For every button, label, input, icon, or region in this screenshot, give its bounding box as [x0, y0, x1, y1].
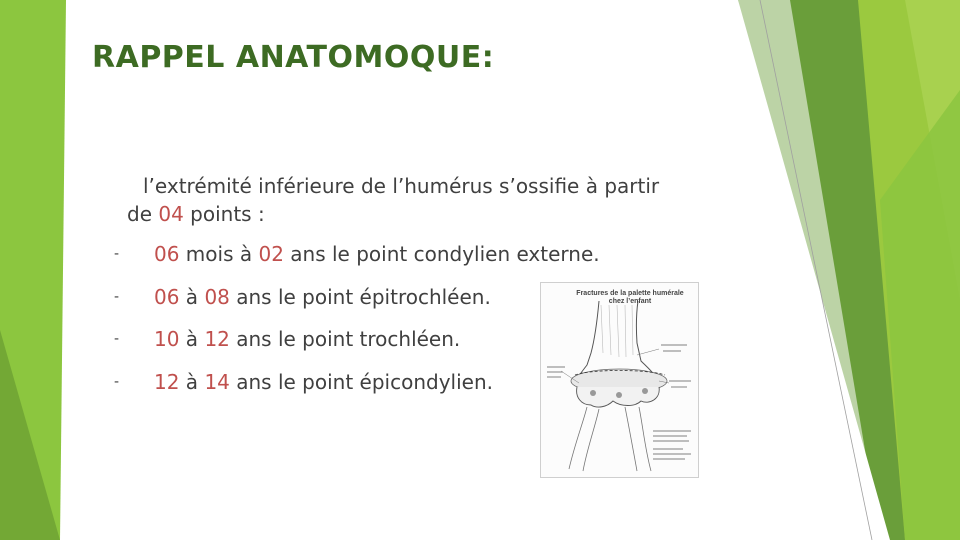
age-separator: à [179, 284, 205, 309]
bullet-dash: - [114, 288, 120, 305]
age-separator: à [179, 327, 205, 351]
point-description: ans le point condylien externe. [283, 242, 600, 266]
ossification-dot [590, 390, 596, 396]
list-item-text [154, 244, 600, 264]
intro-suffix: points : [183, 202, 265, 226]
intro-prefix: de [127, 202, 159, 226]
point-description: ans le point trochléen. [229, 327, 461, 351]
shaft-shading [601, 305, 633, 357]
intro-line-1: l’extrémité inférieure de l’humérus s’ossifie à partir [143, 174, 660, 198]
intro-line-2 [127, 200, 727, 228]
ossification-dot [642, 388, 648, 394]
list-item-text [154, 369, 493, 394]
bullet-dash: - [114, 331, 120, 347]
age-separator: mois à [179, 242, 259, 266]
age-end: 14 [204, 369, 230, 394]
figure-caption [565, 290, 695, 306]
elbow-anatomy-figure [540, 282, 699, 478]
age-start: 10 [154, 327, 180, 351]
age-end: 08 [204, 284, 230, 309]
point-description: ans le point épitrochléen. [229, 284, 491, 309]
age-end: 02 [258, 242, 284, 266]
ossification-dot [616, 392, 622, 398]
radius-outline [569, 407, 599, 471]
slide-title: RAPPEL ANATOMOQUE: [92, 40, 495, 75]
point-description: ans le point épicondylien. [229, 369, 493, 394]
figure-caption-line-2: chez l’enfant [608, 298, 652, 305]
age-start: 12 [154, 369, 180, 394]
list-item-text [154, 284, 491, 309]
age-separator: à [179, 369, 205, 394]
age-start: 06 [154, 242, 180, 266]
ulna-outline [625, 407, 651, 471]
intro-points-count: 04 [158, 202, 184, 226]
age-end: 12 [204, 327, 230, 351]
figure-caption-line-1: Fractures de la palette humérale [576, 290, 684, 297]
label-leader-line [637, 349, 659, 355]
humerus-illustration [541, 283, 698, 477]
age-start: 06 [154, 284, 180, 309]
list-item-text [154, 329, 460, 349]
bullet-dash: - [114, 246, 120, 262]
bullet-dash: - [114, 373, 120, 390]
intro-paragraph [127, 172, 727, 228]
